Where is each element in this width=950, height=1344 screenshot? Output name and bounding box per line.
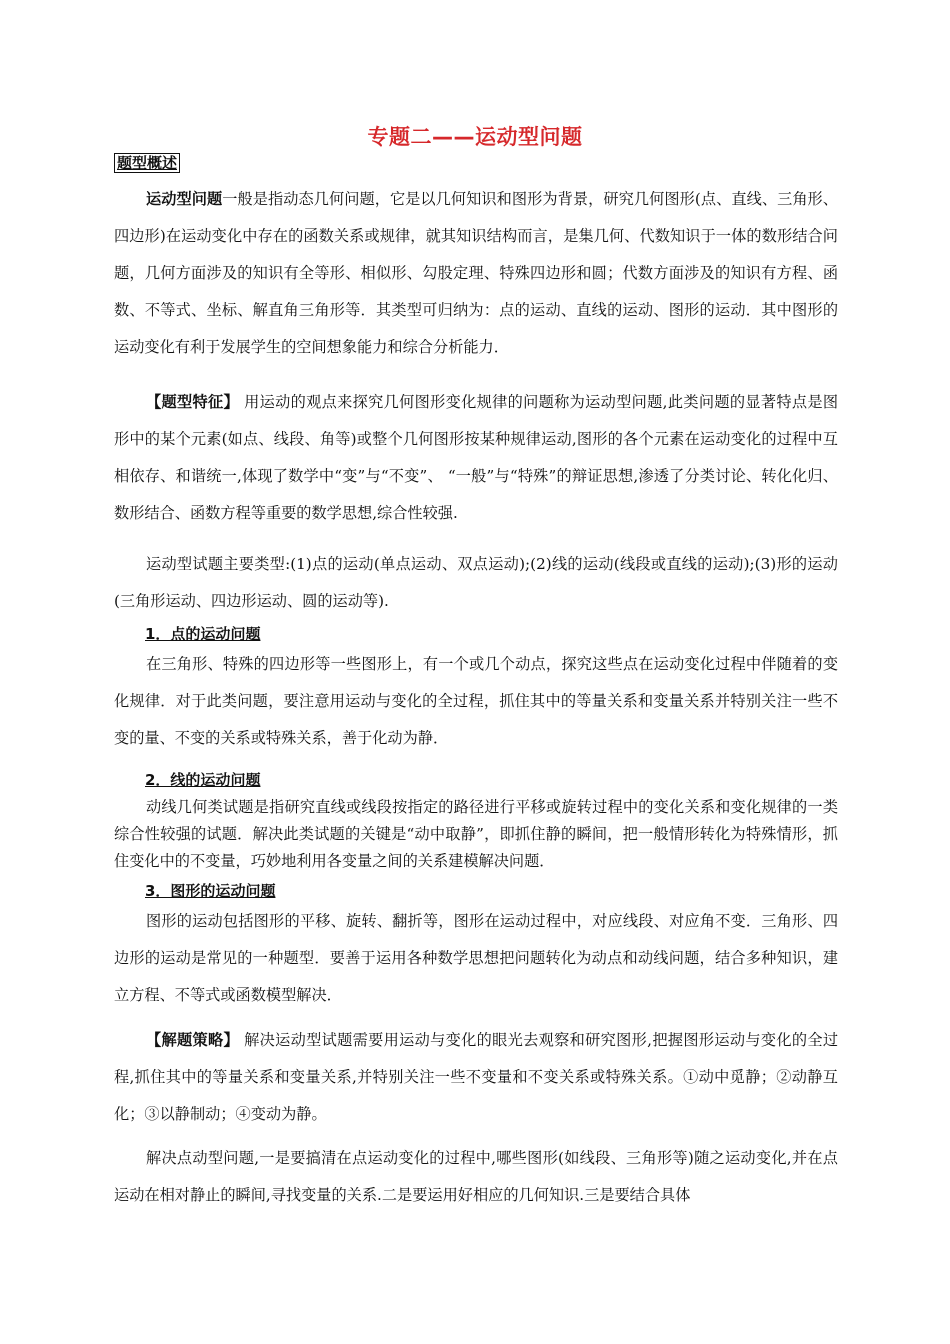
intro-text: 一般是指动态几何问题，它是以几何知识和图形为背景，研究几何图形(点、直线、三角形、四边形)在运动变化中存在的函数关系或规律，就其知识结构而言，是集几何、代数知识于一体的数形结合问题，几何方面涉及的知识有全等形、相似形、勾股定理、特殊四边形和圆；代数方面涉及的知识有方程、函数、不等式、坐标、解直角三角形等．其类型可归纳为：点的运动、直线的运动、图形的运动．其中图形的运动变化有利于发展学生的空间想象能力和综合分析能力． [114,190,838,356]
section-text-shape-motion: 图形的运动包括图形的平移、旋转、翻折等，图形在运动过程中，对应线段、对应角不变．三角形、四边形的运动是常见的一种题型．要善于运用各种数学思想把问题转化为动点和动线问题，结合多种知识，建立方程、不等式或函数模型解决． [114,912,838,1004]
section-text-line-motion: 动线几何类试题是指研究直线或线段按指定的路径进行平移或旋转过程中的变化关系和变化规律的一类综合性较强的试题．解决此类试题的关键是“动中取静”，即抓住静的瞬间，把一般情形转化为特殊情形，抓住变化中的不变量，巧妙地利用各变量之间的关系建模解决问题． [114,798,838,870]
section-label-overview: 题型概述 [114,153,180,173]
types-paragraph: 运动型试题主要类型:(1)点的运动(单点运动、双点运动);(2)线的运动(线段或直线的运动);(3)形的运动(三角形运动、四边形运动、圆的运动等). [114,555,838,610]
strategy-text: 解决运动型试题需要用运动与变化的眼光去观察和研究图形,把握图形运动与变化的全过程,抓住其中的等量关系和变量关系,并特别关注一些不变量和不变关系或特殊关系。①动中觅静；②动静互化；③以静制动；④变动为静。 [114,1031,839,1123]
features-label: 【题型特征】 [146,393,240,411]
point-motion-paragraph: 解决点动型问题,一是要搞清在点运动变化的过程中,哪些图形(如线段、三角形等)随之运动变化,并在点运动在相对静止的瞬间,寻找变量的关系.二是要运用好相应的几何知识.三是要结合具体 [114,1149,838,1204]
strategy-paragraph [114,1022,838,1133]
features-text: 用运动的观点来探究几何图形变化规律的问题称为运动型问题,此类问题的显著特点是图形中的某个元素(如点、线段、角等)或整个几何图形按某种规律运动,图形的各个元素在运动变化的过程中互相依存、和谐统一,体现了数学中“变”与“不变”、 “一般”与“特殊”的辩证思想,渗透了分类讨论、转化化归、数形结合、函数方程等重要的数学思想,综合性较强. [114,393,839,522]
strategy-label: 【解题策略】 [146,1031,240,1049]
page-title: 专题二——运动型问题 [367,125,583,149]
section-text-point-motion: 在三角形、特殊的四边形等一些图形上，有一个或几个动点，探究这些点在运动变化过程中伴随着的变化规律．对于此类问题，要注意用运动与变化的全过程，抓住其中的等量关系和变量关系并特别关注一些不变的量、不变的关系或特殊关系，善于化动为静． [114,655,838,747]
section-heading-point-motion: 1．点的运动问题 [145,625,261,643]
intro-paragraph [114,181,838,366]
intro-lead-term: 运动型问题 [146,190,223,208]
features-paragraph [114,384,838,532]
section-heading-line-motion: 2．线的运动问题 [145,771,261,789]
section-heading-shape-motion: 3．图形的运动问题 [145,882,276,900]
